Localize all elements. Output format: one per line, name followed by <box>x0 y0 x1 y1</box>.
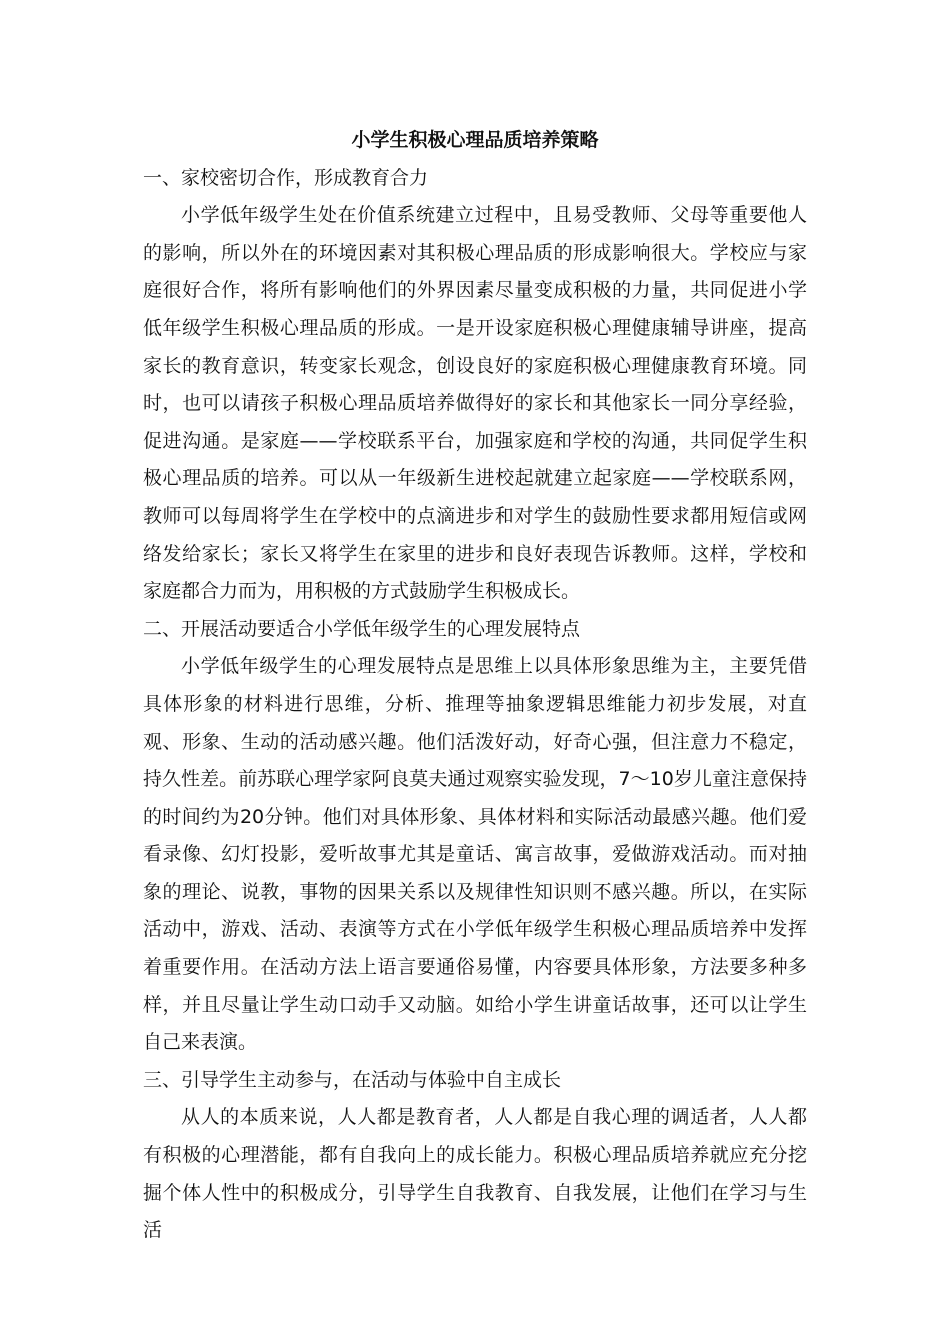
document-page <box>143 122 807 1250</box>
section-heading-1: 一、家校密切合作，形成教育合力 <box>143 166 429 189</box>
section-paragraph-2: 小学低年级学生的心理发展特点是思维上以具体形象思维为主，主要凭借具体形象的材料进行思维，分析、推理等抽象逻辑思维能力初步发展，对直观、形象、生动的活动感兴趣。他们活泼好动，好奇心强，但注意力不稳定，持久性差。前苏联心理学家阿良莫夫通过观察实验发现，7～10岁儿童注意保持的时间约为20分钟。他们对具体形象、具体材料和实际活动最感兴趣。他们爱看录像、幻灯投影，爱听故事尤其是童话、寓言故事，爱做游戏活动。而对抽象的理论、说教，事物的因果关系以及规律性知识则不感兴趣。所以，在实际活动中，游戏、活动、表演等方式在小学低年级学生积极心理品质培养中发挥着重要作用。在活动方法上语言要通俗易懂，内容要具体形象，方法要多种多样，并且尽量让学生动口动手又动脑。如给小学生讲童话故事，还可以让学生自己来表演。 <box>143 655 807 1054</box>
section-heading-2: 二、开展活动要适合小学低年级学生的心理发展特点 <box>143 617 581 640</box>
document-title: 小学生积极心理品质培养策略 <box>351 129 599 151</box>
section-paragraph-1: 小学低年级学生处在价值系统建立过程中，且易受教师、父母等重要他人的影响，所以外在的环境因素对其积极心理品质的形成影响很大。学校应与家庭很好合作，将所有影响他们的外界因素尽量变成积极的力量，共同促进小学低年级学生积极心理品质的形成。一是开设家庭积极心理健康辅导讲座，提高家长的教育意识，转变家长观念，创设良好的家庭积极心理健康教育环境。同时，也可以请孩子积极心理品质培养做得好的家长和其他家长一同分享经验，促进沟通。是家庭——学校联系平台，加强家庭和学校的沟通，共同促学生积极心理品质的培养。可以从一年级新生进校起就建立起家庭——学校联系网，教师可以每周将学生在学校中的点滴进步和对学生的鼓励性要求都用短信或网络发给家长；家长又将学生在家里的进步和良好表现告诉教师。这样，学校和家庭都合力而为，用积极的方式鼓励学生积极成长。 <box>143 204 807 603</box>
section-heading-3: 三、引导学生主动参与，在活动与体验中自主成长 <box>143 1068 562 1091</box>
section-paragraph-3: 从人的本质来说，人人都是教育者，人人都是自我心理的调适者，人人都有积极的心理潜能，都有自我向上的成长能力。积极心理品质培养就应充分挖掘个体人性中的积极成分，引导学生自我教育、自我发展，让他们在学习与生活 <box>143 1106 807 1242</box>
